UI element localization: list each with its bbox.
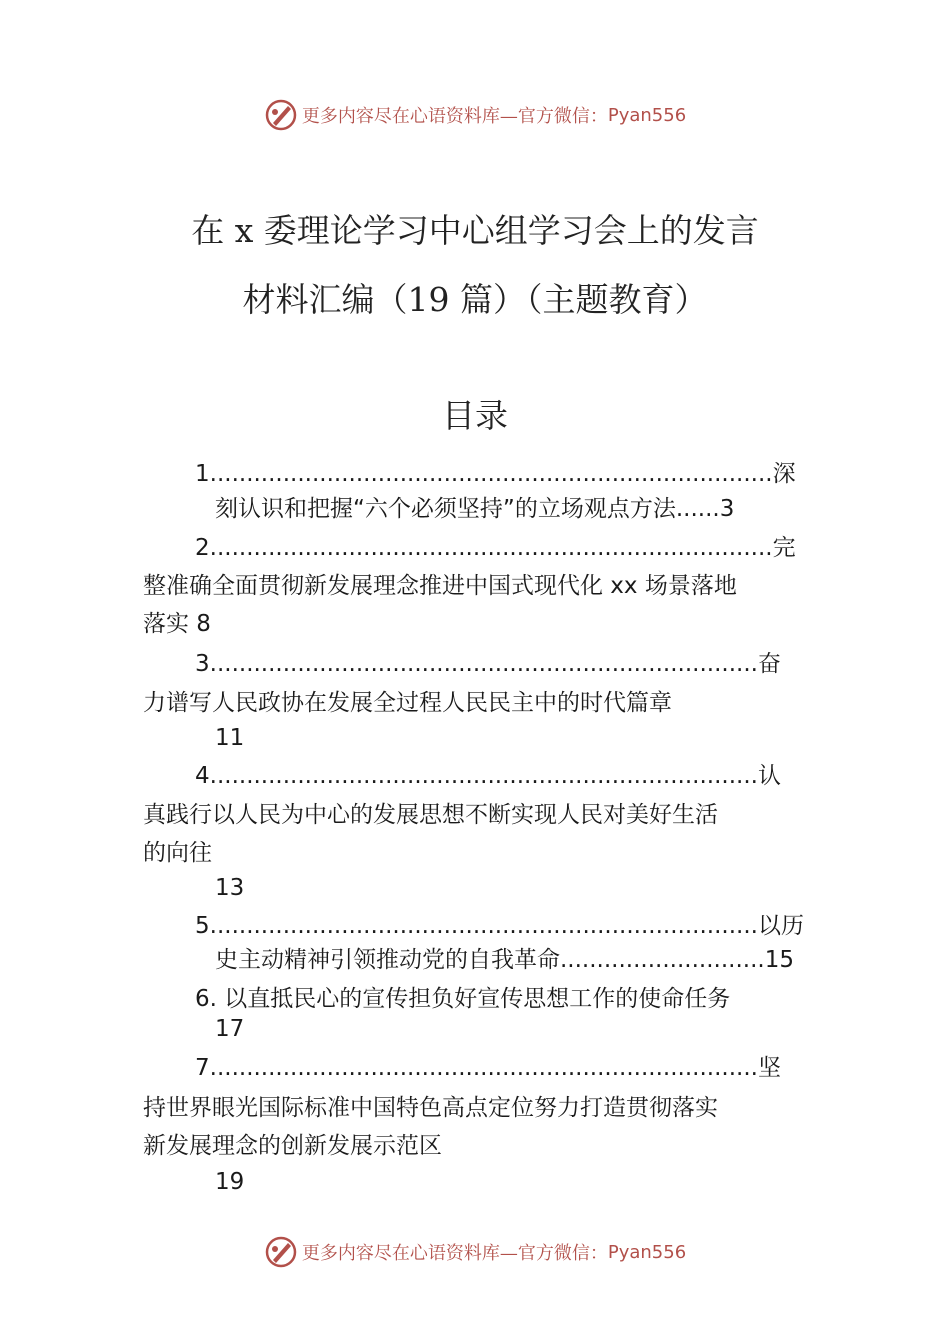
toc-entry-7-line-c[interactable]: 新发展理念的创新发展示范区: [143, 1133, 442, 1159]
toc-entry-5-line-b[interactable]: 史主动精神引领推动党的自我革命............................15: [215, 947, 794, 973]
toc-entry-7-line-b[interactable]: 持世界眼光国际标准中国特色高点定位努力打造贯彻落实: [143, 1095, 718, 1121]
toc-entry-6-page[interactable]: 17: [215, 1016, 245, 1042]
toc-entry-3-page[interactable]: 11: [215, 725, 245, 751]
banner-text: 更多内容尽在心语资料库—官方微信：: [301, 106, 608, 127]
toc-entry-2-line-b[interactable]: 整准确全面贯彻新发展理念推进中国式现代化 xx 场景落地: [143, 573, 737, 599]
pen-logo-icon: [264, 1235, 298, 1269]
banner-text: 更多内容尽在心语资料库—官方微信：: [301, 1243, 608, 1264]
toc-entry-7-page[interactable]: 19: [215, 1169, 245, 1195]
document-title-line-2: 材料汇编（19 篇）（主题教育）: [242, 280, 708, 319]
toc-heading: 目录: [442, 396, 508, 435]
toc-entry-3-line-b[interactable]: 力谱写人民政协在发展全过程人民民主中的时代篇章: [143, 690, 672, 716]
toc-entry-7-line-a[interactable]: 7...........................................................................坚: [195, 1055, 781, 1081]
document-title-line-1: 在 x 委理论学习中心组学习会上的发言: [191, 211, 759, 250]
toc-entry-4-line-a[interactable]: 4...........................................................................认: [195, 763, 781, 789]
toc-entry-2-line-a[interactable]: 2.............................................................................完: [195, 535, 796, 561]
toc-entry-3-line-a[interactable]: 3...........................................................................奋: [195, 651, 781, 677]
toc-entry-4-line-b[interactable]: 真践行以人民为中心的发展思想不断实现人民对美好生活: [143, 802, 718, 828]
toc-entry-1-line-a[interactable]: 1.............................................................................深: [195, 461, 796, 487]
banner-wechat-id: Pyan556: [607, 1241, 687, 1263]
header-banner: [0, 95, 950, 135]
banner-wechat-id: Pyan556: [607, 104, 687, 126]
footer-banner: [0, 1232, 950, 1272]
toc-entry-1-line-b[interactable]: 刻认识和把握“六个必须坚持”的立场观点方法......3: [215, 496, 735, 522]
toc-entry-2-line-c[interactable]: 落实 8: [143, 611, 211, 637]
toc-entry-4-page[interactable]: 13: [215, 875, 245, 901]
toc-entry-4-line-c[interactable]: 的向往: [143, 840, 212, 866]
toc-entry-5-line-a[interactable]: 5...........................................................................以历: [195, 913, 804, 939]
pen-logo-icon: [264, 98, 298, 132]
toc-entry-6-line-a[interactable]: 6. 以直抵民心的宣传担负好宣传思想工作的使命任务: [195, 986, 731, 1012]
